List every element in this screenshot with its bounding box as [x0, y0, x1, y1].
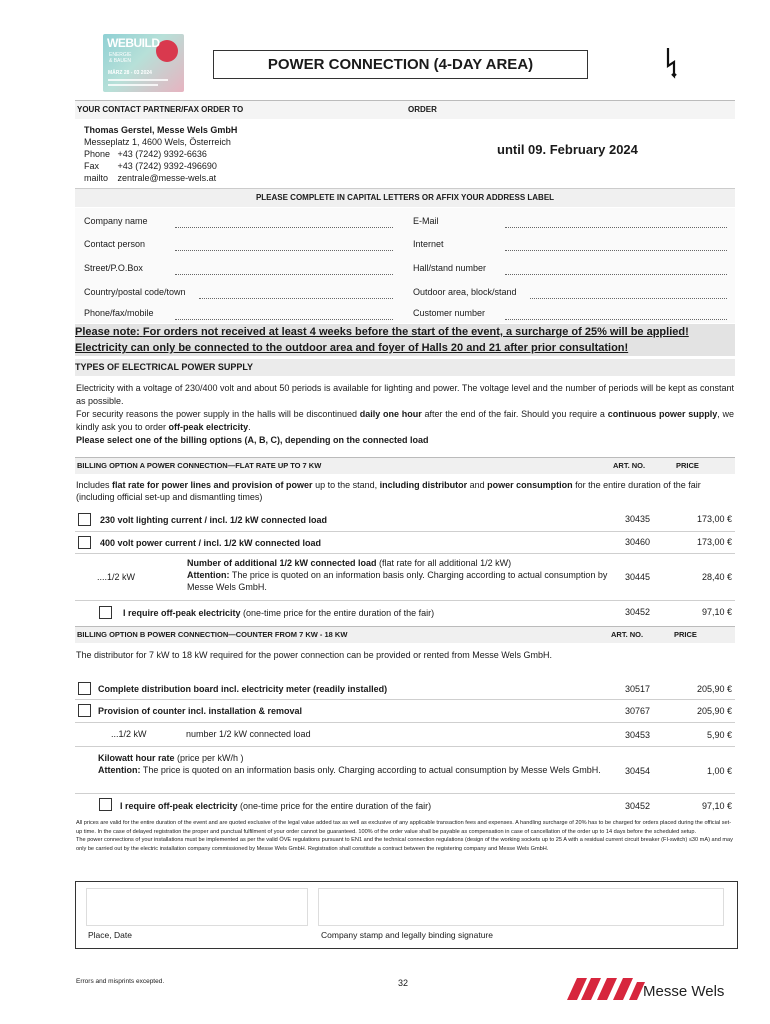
phone-label: Phone — [84, 149, 111, 159]
customer-number-field[interactable] — [505, 318, 727, 320]
divider — [75, 531, 735, 532]
item-distribution-board: Complete distribution board incl. electricity meter (readily installed) — [98, 684, 388, 694]
art-no: 30435 — [625, 514, 651, 524]
logo-title: WEBUILD — [107, 36, 160, 50]
art-no: 30452 — [625, 607, 651, 617]
logo-line — [108, 84, 158, 86]
mail-label: mailto — [84, 173, 109, 183]
internet-field[interactable] — [505, 249, 727, 251]
company-name-field[interactable] — [175, 226, 393, 228]
item-400v-label: 400 volt power current / incl. 1/2 kW connected load — [100, 538, 322, 548]
checkbox-30460[interactable] — [78, 536, 91, 549]
fax-label: Fax — [84, 161, 100, 171]
divider — [75, 600, 735, 601]
notice-outdoor: Electricity can only be connected to the outdoor area and foyer of Halls 20 and 21 after prior consultation! — [75, 342, 629, 354]
mail-value[interactable]: zentrale@messe-wels.at — [117, 173, 217, 183]
email-label: E-Mail — [413, 216, 439, 226]
kwh-rate-text: Kilowatt hour rate (price per kW/h ) Attention: The price is quoted on an information basis only. Charging according to actual consumption by Messe Wels GmbH. — [98, 753, 601, 775]
types-description: Electricity with a voltage of 230/400 volt and about 50 periods is available for lighting and power. The voltage level and the number of periods will be kept as constant as possible. For security reasons the power supply in the halls will be discontinued daily one hour after the end of the fair. Should you require a continuous power supply, we kindly ask you to order off-peak electricity. Please select one of the billing options (A, B, C), depending on the connected load — [76, 383, 734, 445]
brand-name: Messe Wels — [643, 983, 725, 1000]
page-number: 32 — [398, 978, 409, 988]
art-no: 30445 — [625, 572, 651, 582]
option-a-intro: Includes flat rate for power lines and provision of power up to the stand, including distributor and power consumption for the entire duration of the fair (including official set-up and dismantling times) — [76, 480, 701, 502]
art-no: 30452 — [625, 801, 651, 811]
divider — [75, 746, 735, 747]
item-counter: Provision of counter incl. installation & removal — [98, 706, 303, 716]
messe-wels-mark — [567, 976, 645, 1000]
phone-fax-label: Phone/fax/mobile — [84, 308, 154, 318]
phone-fax-field[interactable] — [175, 318, 393, 320]
logo-line — [108, 79, 168, 81]
order-label: ORDER — [408, 105, 437, 114]
counter-qty[interactable]: ...1/2 kW — [111, 729, 147, 739]
art-no: 30460 — [625, 537, 651, 547]
hall-stand-field[interactable] — [505, 273, 727, 275]
price: 97,10 € — [701, 801, 732, 811]
price: 5,90 € — [706, 730, 732, 740]
country-field[interactable] — [199, 297, 393, 299]
price: 97,10 € — [701, 607, 732, 617]
checkbox-30435[interactable] — [78, 513, 91, 526]
messe-wels-logo — [567, 974, 737, 1004]
signature-box — [75, 881, 738, 949]
art-no: 30453 — [625, 730, 651, 740]
internet-label: Internet — [413, 239, 444, 249]
option-a-header: BILLING OPTION A POWER CONNECTION—FLAT RATE UP TO 7 KW ART. NO. PRICE — [75, 457, 735, 474]
contact-person-label: Contact person — [84, 239, 146, 249]
street-field[interactable] — [175, 273, 393, 275]
contact-order-header — [75, 100, 735, 119]
deadline: until 09. February 2024 — [497, 142, 638, 157]
page-title: POWER CONNECTION (4-DAY AREA) — [213, 50, 588, 79]
checkbox-offpeak-b[interactable] — [99, 798, 112, 811]
logo-subtitle: ENERGIE & BAUEN — [109, 52, 132, 64]
price-label: PRICE — [674, 630, 697, 639]
place-date-field[interactable] — [86, 888, 308, 926]
price: 205,90 € — [696, 706, 732, 716]
contact-address: Messeplatz 1, 4600 Wels, Österreich — [84, 137, 231, 147]
price: 173,00 € — [696, 514, 732, 524]
webuild-logo — [103, 34, 184, 92]
street-label: Street/P.O.Box — [84, 263, 143, 273]
additional-qty[interactable]: ....1/2 kW — [97, 572, 136, 582]
checkbox-30767[interactable] — [78, 704, 91, 717]
phone-value: +43 (7242) 9392-6636 — [117, 149, 207, 159]
option-b-intro: The distributor for 7 kW to 18 kW required for the power connection can be provided or rented from Messe Wels GmbH. — [76, 650, 553, 660]
price: 1,00 € — [706, 766, 732, 776]
section-title-types: TYPES OF ELECTRICAL POWER SUPPLY — [75, 359, 735, 376]
art-no: 30767 — [625, 706, 651, 716]
place-date-label: Place, Date — [88, 930, 132, 940]
notice-box — [75, 324, 735, 356]
customer-number-label: Customer number — [413, 308, 486, 318]
stamp-signature-field[interactable] — [318, 888, 724, 926]
fax-value: +43 (7242) 9392-496690 — [117, 161, 217, 171]
contact-partner-label: YOUR CONTACT PARTNER/FAX ORDER TO — [77, 105, 244, 114]
checkbox-30517[interactable] — [78, 682, 91, 695]
art-no-label: ART. NO. — [611, 630, 644, 639]
divider — [75, 699, 735, 700]
option-b-header: BILLING OPTION B POWER CONNECTION—COUNTER FROM 7 KW - 18 KW ART. NO. PRICE — [75, 626, 735, 643]
checkbox-offpeak-a[interactable] — [99, 606, 112, 619]
counter-load-label: number 1/2 kW connected load — [186, 729, 311, 739]
price-label: PRICE — [676, 461, 699, 470]
outdoor-label: Outdoor area, block/stand — [413, 287, 517, 297]
outdoor-field[interactable] — [530, 297, 727, 299]
errors-note: Errors and misprints excepted. — [76, 978, 165, 985]
contact-block — [84, 124, 237, 184]
price: 173,00 € — [696, 537, 732, 547]
logo-date: MÄRZ 28 - 03 2024 — [108, 70, 152, 76]
hall-stand-label: Hall/stand number — [413, 263, 487, 273]
price: 205,90 € — [696, 684, 732, 694]
contact-person-field[interactable] — [175, 249, 393, 251]
fine-print: All prices are valid for the entire duration of the event and are quoted exclusive of the legal value added tax as well as exclusive of any applicable transaction fees and expenses. A handling surcharge of 20% has to be charged for orders placed during the official set-up time. In the case of delayed registration the proper and punctual fulfilment of your order cannot be guaranteed. 100% of the order value shall be payable as compensation in case of cancellation of the order up to 14 days before the scheduled setup. The power connections of your installations must be implemented as per the valid ÖVE regulations pursuant to EN1 and the technical connection regulations (design of the working sockets up to 25 A with a residual current circuit breaker (FI-switch) ≤30 mA) and may only be carried out by the electric installation company commissioned by Messe Wels GmbH. Registration shall constitute a contract between the registering company and Messe Wels GmbH. — [76, 820, 733, 853]
lightning-icon — [665, 46, 681, 80]
company-name-label: Company name — [84, 216, 148, 226]
instruction-bar: PLEASE COMPLETE IN CAPITAL LETTERS OR AFFIX YOUR ADDRESS LABEL — [75, 188, 735, 207]
price: 28,40 € — [701, 572, 732, 582]
art-no: 30454 — [625, 766, 651, 776]
art-no-label: ART. NO. — [613, 461, 646, 470]
divider — [75, 793, 735, 794]
stamp-label: Company stamp and legally binding signature — [321, 930, 493, 940]
item-230v-label: 230 volt lighting current / incl. 1/2 kW connected load — [100, 515, 328, 525]
address-fields — [75, 208, 735, 323]
country-label: Country/postal code/town — [84, 287, 186, 297]
offpeak-a-label: I require off-peak electricity (one-time price for the entire duration of the fair) — [123, 608, 435, 618]
divider — [75, 553, 735, 554]
divider — [75, 722, 735, 723]
email-field[interactable] — [505, 226, 727, 228]
art-no: 30517 — [625, 684, 651, 694]
contact-name: Thomas Gerstel, Messe Wels GmbH — [84, 125, 238, 135]
additional-load-text: Number of additional 1/2 kW connected load (flat rate for all additional 1/2 kW) Attention: The price is quoted on an information basis only. Charging according to actual consumption by Messe Wels GmbH. — [187, 558, 608, 592]
notice-surcharge: Please note: For orders not received at least 4 weeks before the start of the event, a surcharge of 25% will be applied! — [75, 326, 689, 338]
offpeak-b-label: I require off-peak electricity (one-time price for the entire duration of the fair) — [120, 801, 432, 811]
